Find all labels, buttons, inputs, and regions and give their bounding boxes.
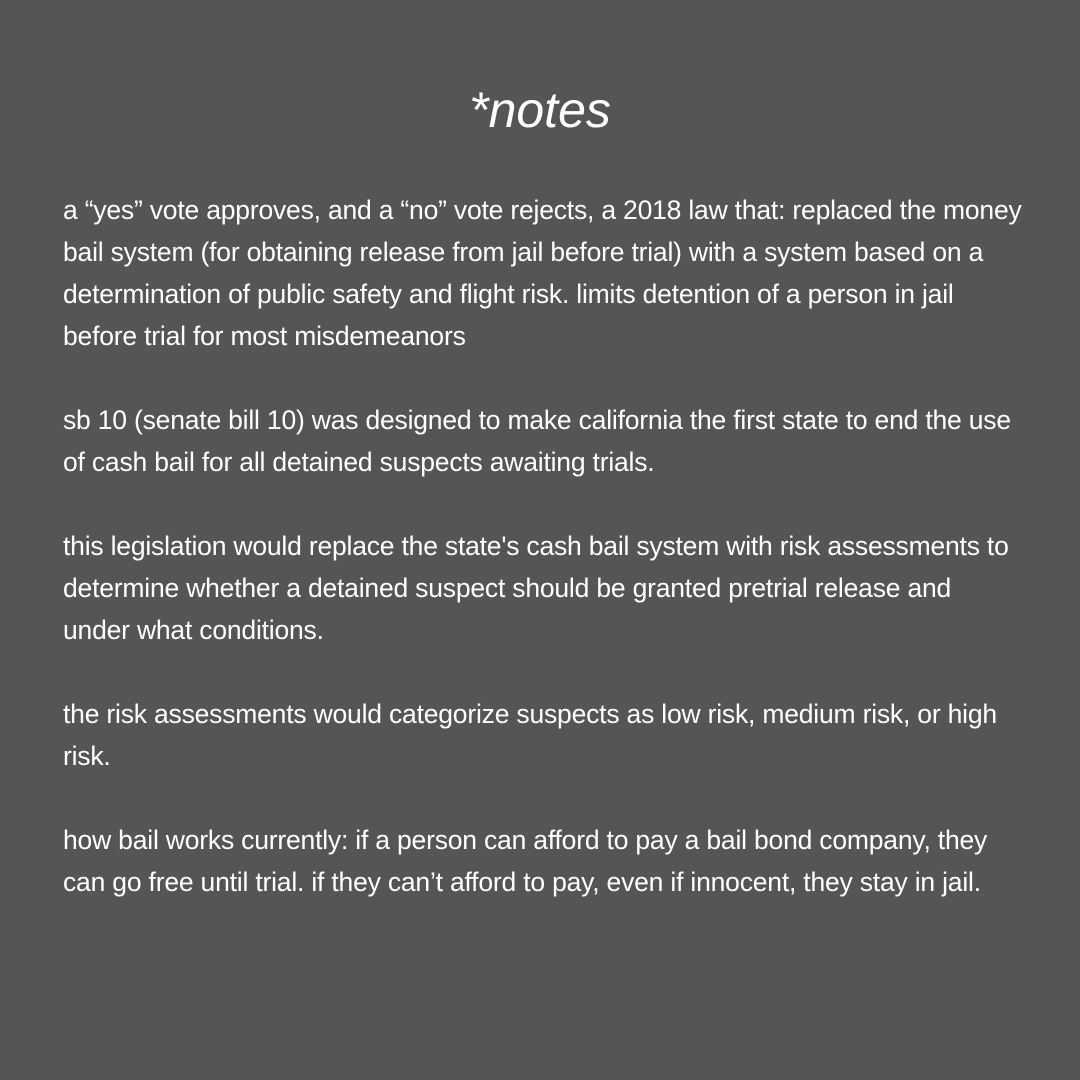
note-paragraph-risk-categories: the risk assessments would categorize suspects as low risk, medium risk, or high risk. <box>63 699 997 771</box>
note-paragraph-sb10: sb 10 (senate bill 10) was designed to make california the first state to end the use of cash bail for all detained suspects awaiting trials. <box>63 405 1011 477</box>
notes-body <box>63 189 1023 945</box>
note-paragraph-vote: a “yes” vote approves, and a “no” vote rejects, a 2018 law that: replaced the money bail system (for obtaining release from jail before trial) with a system based on a determination of public safety and flight risk. limits detention of a person in jail before trial for most misdemeanors <box>63 195 1022 351</box>
note-paragraph-legislation: this legislation would replace the state's cash bail system with risk assessments to determine whether a detained suspect should be granted pretrial release and under what conditions. <box>63 531 1009 645</box>
page-title: *notes <box>469 82 611 138</box>
note-paragraph-current-bail: how bail works currently: if a person can afford to pay a bail bond company, they can go free until trial. if they can’t afford to pay, even if innocent, they stay in jail. <box>63 825 988 897</box>
